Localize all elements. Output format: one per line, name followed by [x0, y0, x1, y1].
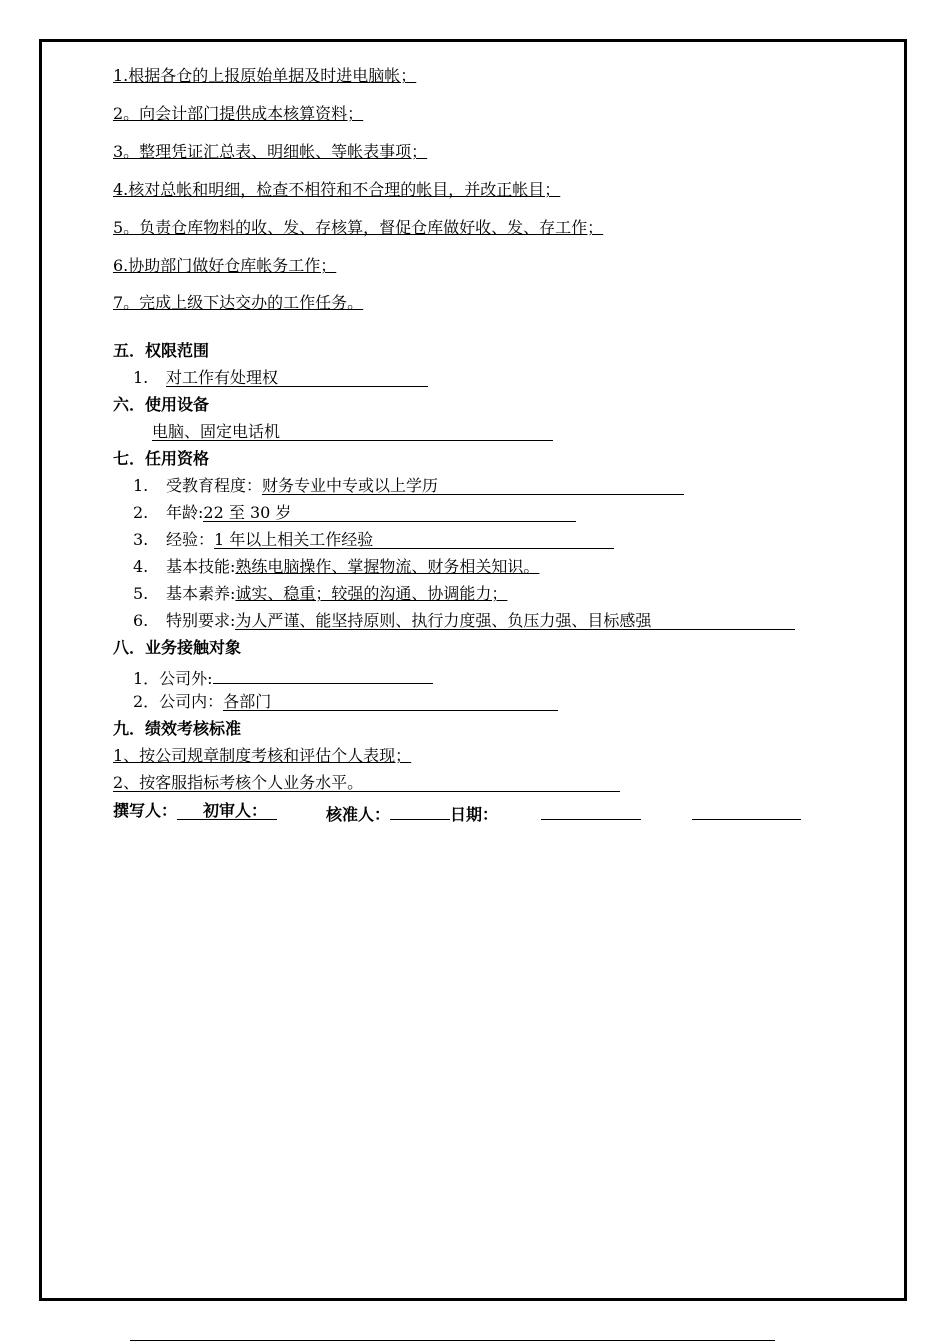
- qualification-label: 特别要求:: [166, 611, 236, 630]
- qualification-number-2: 2.: [133, 503, 149, 522]
- qualification-value: 1 年以上相关工作经验: [214, 530, 374, 549]
- qualification-label: 基本技能:: [166, 557, 236, 576]
- qualification-label: 经验：: [166, 530, 215, 549]
- section-6-heading: 六．使用设备: [113, 395, 210, 414]
- duty-item-5: 5。负责仓库物料的收、发、存核算，督促仓库做好收、发、存工作；: [113, 218, 604, 237]
- signature-row: [113, 801, 277, 821]
- contact-outside: [133, 665, 433, 689]
- contact-inside-label: 2．公司内：: [133, 692, 224, 711]
- performance-item-2-line: [113, 773, 620, 793]
- duty-item-2: 2。向会计部门提供成本核算资料；: [113, 104, 364, 123]
- qualification-label: 年龄:: [166, 503, 204, 522]
- duty-item-7: 7。完成上级下达交办的工作任务。: [113, 293, 364, 312]
- page-footer-rule: [130, 1340, 775, 1341]
- first-reviewer-label: 初审人：: [203, 801, 268, 820]
- qualification-number-1: 1.: [133, 476, 149, 495]
- duty-item-4: 4.核对总帐和明细，检查不相符和不合理的帐目，并改正帐目；: [113, 180, 561, 199]
- duty-item-3: 3。整理凭证汇总表、明细帐、等帐表事项；: [113, 142, 428, 161]
- qualification-education: [166, 476, 684, 496]
- equipment-line: [152, 422, 553, 442]
- qualification-value: 财务专业中专或以上学历: [262, 476, 439, 495]
- contact-outside-label: 1．公司外:: [133, 669, 213, 688]
- date-label: 日期：: [450, 805, 499, 824]
- qualification-skills: [166, 557, 539, 577]
- qualification-special: [166, 611, 795, 631]
- qualification-value: 熟练电脑操作、掌握物流、财务相关知识。: [235, 557, 540, 576]
- qualification-label: 受教育程度：: [166, 476, 263, 495]
- qualification-value: 22 至 30 岁: [203, 503, 292, 522]
- authority-item-text: 对工作有处理权: [166, 368, 279, 387]
- qualification-label: 基本素养:: [166, 584, 236, 603]
- qualification-number-6: 6.: [133, 611, 149, 630]
- contact-inside: [133, 692, 558, 712]
- qualification-experience: [166, 530, 614, 550]
- section-7-heading: 七．任用资格: [113, 449, 210, 468]
- date-blank-1: [541, 801, 641, 825]
- qualification-value: 为人严谨、能坚持原则、执行力度强、负压力强、目标感强: [235, 611, 652, 630]
- section-8-heading: 八．业务接触对象: [113, 638, 242, 657]
- qualification-character: [166, 584, 507, 604]
- duty-item-1: 1.根据各仓的上报原始单据及时进电脑帐；: [113, 66, 417, 85]
- section-5-heading: 五．权限范围: [113, 341, 210, 360]
- qualification-value: 诚实、稳重；较强的沟通、协调能力；: [235, 584, 508, 603]
- qualification-number-4: 4.: [133, 557, 149, 576]
- date-blank-2: [692, 801, 801, 825]
- section-9-heading: 九．绩效考核标准: [113, 719, 242, 738]
- contact-inside-value: 各部门: [223, 692, 272, 711]
- approver-field: [326, 801, 498, 825]
- qualification-age: [166, 503, 576, 523]
- performance-item-2: 2、按客服指标考核个人业务水平。: [113, 773, 364, 792]
- qualification-number-3: 3.: [133, 530, 149, 549]
- duty-item-6: 6.协助部门做好仓库帐务工作；: [113, 256, 337, 275]
- performance-item-1: 1、按公司规章制度考核和评估个人表现；: [113, 746, 412, 765]
- authority-item: [166, 368, 428, 388]
- qualification-number-5: 5.: [133, 584, 149, 603]
- writer-label: 撰写人：: [113, 801, 178, 820]
- equipment-text: 电脑、固定电话机: [152, 422, 281, 441]
- authority-item-number: 1.: [133, 368, 149, 387]
- approver-label: 核准人：: [326, 805, 391, 824]
